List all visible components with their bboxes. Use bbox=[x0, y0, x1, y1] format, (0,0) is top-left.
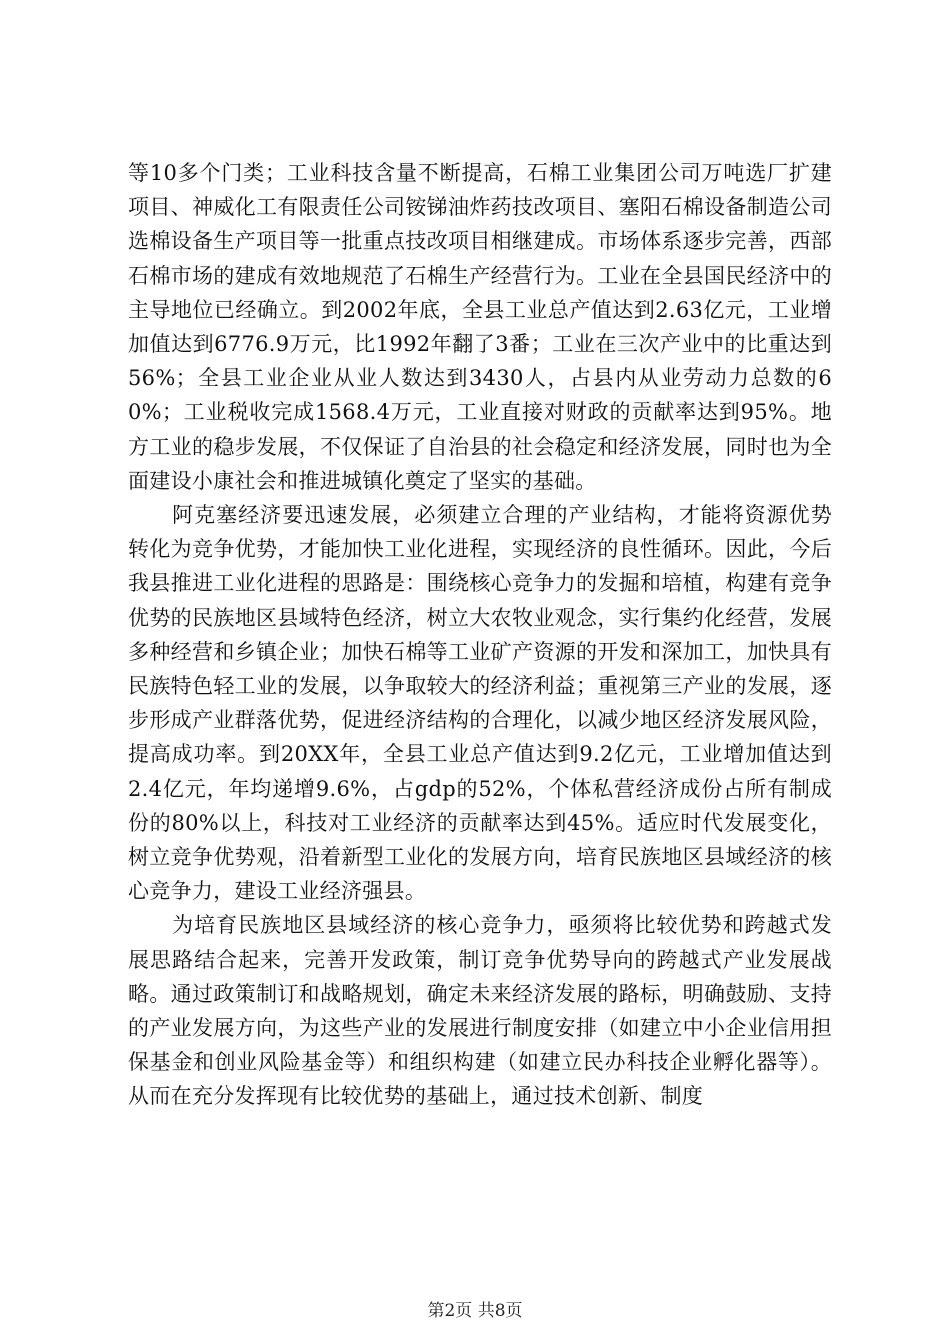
paragraph-3: 为培育民族地区县域经济的核心竞争力，亟须将比较优势和跨越式发展思路结合起来，完善开发政策，制订竞争优势导向的跨越式产业发展战略。通过政策制订和战略规划，确定未来经济发展的路标，明确鼓励、支持的产业发展方向，为这些产业的发展进行制度安排（如建立中小企业信用担保基金和创业风险基金等）和组织构建（如建立民办科技企业孵化器等）。从而在充分发挥现有比较优势的基础上，通过技术创新、制度 bbox=[128, 913, 832, 1109]
paragraph-1: 等10多个门类；工业科技含量不断提高，石棉工业集团公司万吨选厂扩建项目、神威化工有限责任公司铵锑油炸药技改项目、塞阳石棉设备制造公司选棉设备生产项目等一批重点技改项目相继建成。市场体系逐步完善，西部石棉市场的建成有效地规范了石棉生产经营行为。工业在全县国民经济中的主导地位已经确立。到2002年底，全县工业总产值达到2.63亿元，工业增加值达到6776.9万元，比1992年翻了3番；工业在三次产业中的比重达到56%；全县工业企业从业人数达到3430人，占县内从业劳动力总数的60%；工业税收完成1568.4万元，工业直接对财政的贡献率达到95%。地方工业的稳步发展，不仅保证了自治县的社会稳定和经济发展，同时也为全面建设小康社会和推进城镇化奠定了坚实的基础。 bbox=[128, 161, 832, 493]
paragraph-2: 阿克塞经济要迅速发展，必须建立合理的产业结构，才能将资源优势转化为竞争优势，才能加快工业化进程，实现经济的良性循环。因此，今后我县推进工业化进程的思路是：围绕核心竞争力的发掘和培植，构建有竞争优势的民族地区县域特色经济，树立大农牧业观念，实行集约化经营，发展多种经营和乡镇企业；加快石棉等工业矿产资源的开发和深加工，加快具有民族特色轻工业的发展，以争取较大的经济利益；重视第三产业的发展，逐步形成产业群落优势，促进经济结构的合理化，以减少地区经济发展风险，提高成功率。到20XX年，全县工业总产值达到9.2亿元，工业增加值达到2.4亿元，年均递增9.6%，占gdp的52%，个体私营经济成份占所有制成份的80%以上，科技对工业经济的贡献率达到45%。适应时代发展变化，树立竞争优势观，沿着新型工业化的发展方向，培育民族地区县域经济的核心竞争力，建设工业经济强县。 bbox=[128, 503, 832, 904]
document-body bbox=[128, 156, 832, 1114]
page-footer: 第2页 共8页 bbox=[427, 1301, 523, 1321]
